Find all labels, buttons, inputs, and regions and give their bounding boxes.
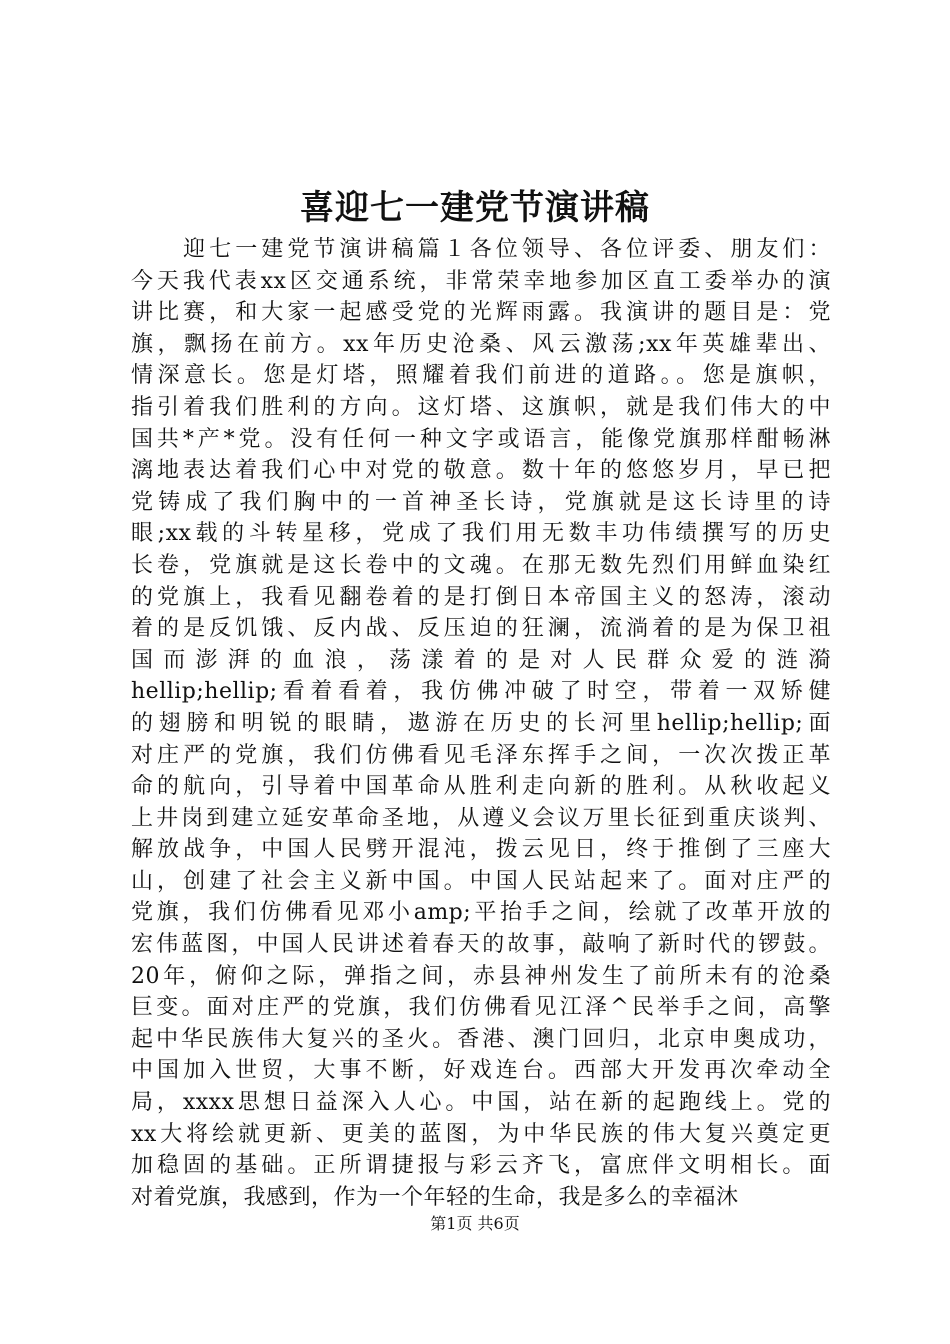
text-line: 指引着我们胜利的方向。这灯塔、这旗帜，就是我们伟大的中 [131,394,831,420]
text-line: 中国加入世贸，大事不断，好戏连台。西部大开发再次牵动全 [131,1058,831,1084]
text-line: 命的航向，引导着中国革命从胜利走向新的胜利。从秋收起义 [131,774,831,800]
text-line: 漓地表达着我们心中对党的敬意。数十年的悠悠岁月，早已把 [131,458,831,484]
text-line: 20年，俯仰之际，弹指之间，赤县神州发生了前所未有的沧桑 [131,963,831,989]
page-footer: 第1页 共6页 [430,1214,520,1233]
text-line: 讲比赛，和大家一起感受党的光辉雨露。我演讲的题目是：党 [131,300,831,326]
body-text [131,234,831,1213]
text-line: 迎七一建党节演讲稿篇１各位领导、各位评委、朋友们： [131,237,831,262]
text-line: 情深意长。您是灯塔，照耀着我们前进的道路。。您是旗帜， [131,363,831,389]
text-line: 上井岗到建立延安革命圣地，从遵义会议万里长征到重庆谈判、 [131,805,831,831]
text-line: 党旗，我们仿佛看见邓小amp;平抬手之间，绘就了改革开放的 [131,900,831,926]
text-line: 国共*产*党。没有任何一种文字或语言，能像党旗那样酣畅淋 [131,426,831,452]
text-line: 对着党旗，我感到，作为一个年轻的生命，我是多么的幸福沐 [131,1184,739,1210]
text-line: xx大将绘就更新、更美的蓝图，为中华民族的伟大复兴奠定更 [131,1121,831,1147]
text-line: 巨变。面对庄严的党旗，我们仿佛看见江泽^民举手之间，高擎 [131,995,831,1021]
text-line: 山，创建了社会主义新中国。中国人民站起来了。面对庄严的 [131,868,831,894]
text-line: 旗，飘扬在前方。xx年历史沧桑、风云激荡;xx年英雄辈出、 [131,331,831,357]
text-line: 加稳固的基础。正所谓捷报与彩云齐飞，富庶伴文明相长。面 [131,1153,831,1179]
text-line: hellip;hellip;看着看着，我仿佛冲破了时空，带着一双矫健 [131,679,831,705]
text-line: 的党旗上，我看见翻卷着的是打倒日本帝国主义的怒涛，滚动 [131,584,831,610]
text-line: 起中华民族伟大复兴的圣火。香港、澳门回归，北京申奥成功， [131,1026,831,1052]
text-line: 对庄严的党旗，我们仿佛看见毛泽东挥手之间，一次次拨正革 [131,742,831,768]
text-line: 党铸成了我们胸中的一首神圣长诗，党旗就是这长诗里的诗 [131,489,831,515]
text-line: 局，xxxx思想日益深入人心。中国，站在新的起跑线上。党的 [131,1090,831,1116]
text-line: 着的是反饥饿、反内战、反压迫的狂澜，流淌着的是为保卫祖 [131,616,831,642]
text-line: 国而澎湃的血浪，荡漾着的是对人民群众爱的涟漪 [131,647,831,673]
text-line: 的翅膀和明锐的眼睛，遨游在历史的长河里hellip;hellip;面 [131,710,831,736]
page-title: 喜迎七一建党节演讲稿 [300,188,650,228]
text-line: 今天我代表xx区交通系统，非常荣幸地参加区直工委举办的演 [131,268,831,294]
text-line: 宏伟蓝图，中国人民讲述着春天的故事，敲响了新时代的锣鼓。 [131,932,831,958]
text-line: 解放战争，中国人民劈开混沌，拨云见日，终于推倒了三座大 [131,837,831,863]
text-line: 长卷，党旗就是这长卷中的文魂。在那无数先烈们用鲜血染红 [131,552,831,578]
text-line: 眼;xx载的斗转星移，党成了我们用无数丰功伟绩撰写的历史 [131,521,831,547]
